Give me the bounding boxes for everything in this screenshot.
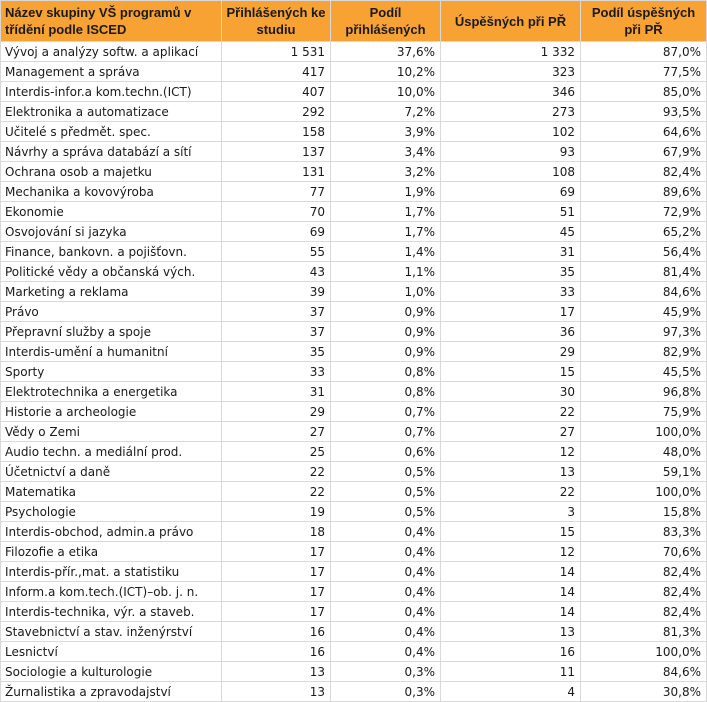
share-applicants-cell: 0,7% — [331, 402, 441, 422]
program-group-cell: Ekonomie — [1, 202, 222, 222]
successful-cell: 346 — [441, 82, 581, 102]
successful-cell: 27 — [441, 422, 581, 442]
share-applicants-cell: 0,5% — [331, 502, 441, 522]
applicants-cell: 17 — [222, 562, 331, 582]
applicants-cell: 33 — [222, 362, 331, 382]
share-successful-cell: 48,0% — [581, 442, 707, 462]
successful-cell: 4 — [441, 682, 581, 702]
applicants-cell: 22 — [222, 482, 331, 502]
table-body — [1, 42, 707, 702]
table-row — [1, 462, 707, 482]
successful-cell: 29 — [441, 342, 581, 362]
table-row — [1, 302, 707, 322]
applicants-cell: 31 — [222, 382, 331, 402]
applicants-cell: 18 — [222, 522, 331, 542]
applicants-cell: 17 — [222, 582, 331, 602]
applicants-cell: 43 — [222, 262, 331, 282]
share-successful-cell: 82,4% — [581, 582, 707, 602]
share-successful-cell: 82,9% — [581, 342, 707, 362]
header-applicants: Přihlášených ke studiu — [222, 1, 331, 42]
applicants-cell: 77 — [222, 182, 331, 202]
program-group-cell: Historie a archeologie — [1, 402, 222, 422]
program-group-cell: Finance, bankovn. a pojišťovn. — [1, 242, 222, 262]
applicants-cell: 1 531 — [222, 42, 331, 62]
share-applicants-cell: 0,4% — [331, 642, 441, 662]
share-successful-cell: 81,4% — [581, 262, 707, 282]
program-group-cell: Žurnalistika a zpravodajství — [1, 682, 222, 702]
successful-cell: 273 — [441, 102, 581, 122]
share-successful-cell: 89,6% — [581, 182, 707, 202]
program-group-cell: Interdis-technika, výr. a staveb. — [1, 602, 222, 622]
share-applicants-cell: 0,8% — [331, 362, 441, 382]
program-group-cell: Interdis-přír.,mat. a statistiku — [1, 562, 222, 582]
share-applicants-cell: 1,7% — [331, 202, 441, 222]
program-group-cell: Sporty — [1, 362, 222, 382]
table-row — [1, 582, 707, 602]
table-row — [1, 62, 707, 82]
share-successful-cell: 15,8% — [581, 502, 707, 522]
share-applicants-cell: 0,4% — [331, 622, 441, 642]
share-applicants-cell: 7,2% — [331, 102, 441, 122]
table-row — [1, 642, 707, 662]
share-successful-cell: 67,9% — [581, 142, 707, 162]
applicants-cell: 25 — [222, 442, 331, 462]
successful-cell: 1 332 — [441, 42, 581, 62]
successful-cell: 17 — [441, 302, 581, 322]
header-row — [1, 1, 707, 42]
table-row — [1, 342, 707, 362]
program-group-cell: Interdis-infor.a kom.techn.(ICT) — [1, 82, 222, 102]
successful-cell: 51 — [441, 202, 581, 222]
successful-cell: 22 — [441, 482, 581, 502]
successful-cell: 36 — [441, 322, 581, 342]
applicants-cell: 407 — [222, 82, 331, 102]
table-row — [1, 542, 707, 562]
successful-cell: 12 — [441, 542, 581, 562]
share-applicants-cell: 1,4% — [331, 242, 441, 262]
program-group-cell: Ochrana osob a majetku — [1, 162, 222, 182]
table-row — [1, 362, 707, 382]
share-applicants-cell: 0,4% — [331, 582, 441, 602]
table-row — [1, 322, 707, 342]
program-group-cell: Elektronika a automatizace — [1, 102, 222, 122]
successful-cell: 14 — [441, 582, 581, 602]
applicants-cell: 19 — [222, 502, 331, 522]
program-group-cell: Právo — [1, 302, 222, 322]
successful-cell: 30 — [441, 382, 581, 402]
program-group-cell: Návrhy a správa databází a sítí — [1, 142, 222, 162]
share-applicants-cell: 0,4% — [331, 602, 441, 622]
applicants-cell: 13 — [222, 682, 331, 702]
share-applicants-cell: 10,2% — [331, 62, 441, 82]
program-group-cell: Lesnictví — [1, 642, 222, 662]
applicants-cell: 29 — [222, 402, 331, 422]
applicants-cell: 131 — [222, 162, 331, 182]
successful-cell: 3 — [441, 502, 581, 522]
share-applicants-cell: 0,9% — [331, 302, 441, 322]
table-row — [1, 502, 707, 522]
share-successful-cell: 82,4% — [581, 162, 707, 182]
applicants-cell: 39 — [222, 282, 331, 302]
share-successful-cell: 56,4% — [581, 242, 707, 262]
table-row — [1, 562, 707, 582]
share-successful-cell: 77,5% — [581, 62, 707, 82]
program-group-cell: Psychologie — [1, 502, 222, 522]
share-successful-cell: 87,0% — [581, 42, 707, 62]
table-row — [1, 82, 707, 102]
share-successful-cell: 30,8% — [581, 682, 707, 702]
program-group-cell: Interdis-obchod, admin.a právo — [1, 522, 222, 542]
share-successful-cell: 45,9% — [581, 302, 707, 322]
table-row — [1, 282, 707, 302]
header-share-applicants: Podíl přihlášených — [331, 1, 441, 42]
share-successful-cell: 84,6% — [581, 282, 707, 302]
table-row — [1, 242, 707, 262]
successful-cell: 13 — [441, 622, 581, 642]
program-group-cell: Management a správa — [1, 62, 222, 82]
successful-cell: 33 — [441, 282, 581, 302]
applicants-cell: 55 — [222, 242, 331, 262]
successful-cell: 108 — [441, 162, 581, 182]
program-group-cell: Interdis-umění a humanitní — [1, 342, 222, 362]
share-applicants-cell: 0,7% — [331, 422, 441, 442]
share-applicants-cell: 0,6% — [331, 442, 441, 462]
share-successful-cell: 75,9% — [581, 402, 707, 422]
applicants-cell: 417 — [222, 62, 331, 82]
share-successful-cell: 83,3% — [581, 522, 707, 542]
share-applicants-cell: 1,9% — [331, 182, 441, 202]
share-applicants-cell: 1,0% — [331, 282, 441, 302]
applicants-cell: 69 — [222, 222, 331, 242]
successful-cell: 15 — [441, 362, 581, 382]
share-successful-cell: 70,6% — [581, 542, 707, 562]
program-group-cell: Mechanika a kovovýroba — [1, 182, 222, 202]
table-row — [1, 102, 707, 122]
applicants-cell: 158 — [222, 122, 331, 142]
program-group-cell: Učitelé s předmět. spec. — [1, 122, 222, 142]
table-row — [1, 662, 707, 682]
share-applicants-cell: 0,8% — [331, 382, 441, 402]
share-applicants-cell: 0,4% — [331, 542, 441, 562]
successful-cell: 22 — [441, 402, 581, 422]
share-successful-cell: 72,9% — [581, 202, 707, 222]
applicants-cell: 27 — [222, 422, 331, 442]
successful-cell: 12 — [441, 442, 581, 462]
table-row — [1, 442, 707, 462]
successful-cell: 31 — [441, 242, 581, 262]
program-group-cell: Účetnictví a daně — [1, 462, 222, 482]
table-row — [1, 522, 707, 542]
share-successful-cell: 85,0% — [581, 82, 707, 102]
successful-cell: 93 — [441, 142, 581, 162]
successful-cell: 13 — [441, 462, 581, 482]
program-group-cell: Elektrotechnika a energetika — [1, 382, 222, 402]
applicants-cell: 137 — [222, 142, 331, 162]
table-row — [1, 162, 707, 182]
table-row — [1, 142, 707, 162]
successful-cell: 45 — [441, 222, 581, 242]
header-program-group: Název skupiny VŠ programů v třídění podle ISCED — [1, 1, 222, 42]
table-row — [1, 42, 707, 62]
applicants-cell: 17 — [222, 542, 331, 562]
share-applicants-cell: 0,4% — [331, 522, 441, 542]
successful-cell: 11 — [441, 662, 581, 682]
program-group-cell: Vědy o Zemi — [1, 422, 222, 442]
table-row — [1, 422, 707, 442]
share-successful-cell: 93,5% — [581, 102, 707, 122]
share-applicants-cell: 3,2% — [331, 162, 441, 182]
share-applicants-cell: 37,6% — [331, 42, 441, 62]
share-applicants-cell: 0,9% — [331, 322, 441, 342]
share-applicants-cell: 0,9% — [331, 342, 441, 362]
table-row — [1, 402, 707, 422]
share-applicants-cell: 0,4% — [331, 562, 441, 582]
table-row — [1, 202, 707, 222]
share-successful-cell: 84,6% — [581, 662, 707, 682]
applicants-cell: 16 — [222, 642, 331, 662]
table-row — [1, 182, 707, 202]
program-group-cell: Přepravní služby a spoje — [1, 322, 222, 342]
applicants-cell: 292 — [222, 102, 331, 122]
share-applicants-cell: 1,7% — [331, 222, 441, 242]
successful-cell: 102 — [441, 122, 581, 142]
share-successful-cell: 97,3% — [581, 322, 707, 342]
applicants-cell: 35 — [222, 342, 331, 362]
successful-cell: 35 — [441, 262, 581, 282]
successful-cell: 16 — [441, 642, 581, 662]
table-row — [1, 382, 707, 402]
program-group-cell: Stavebnictví a stav. inženýrství — [1, 622, 222, 642]
applicants-cell: 37 — [222, 302, 331, 322]
share-applicants-cell: 0,3% — [331, 682, 441, 702]
program-group-cell: Audio techn. a mediální prod. — [1, 442, 222, 462]
share-successful-cell: 100,0% — [581, 422, 707, 442]
share-successful-cell: 45,5% — [581, 362, 707, 382]
share-applicants-cell: 10,0% — [331, 82, 441, 102]
table-row — [1, 482, 707, 502]
applicants-cell: 22 — [222, 462, 331, 482]
successful-cell: 14 — [441, 562, 581, 582]
share-applicants-cell: 1,1% — [331, 262, 441, 282]
program-group-cell: Osvojování si jazyka — [1, 222, 222, 242]
share-successful-cell: 82,4% — [581, 602, 707, 622]
applicants-cell: 13 — [222, 662, 331, 682]
share-applicants-cell: 0,5% — [331, 462, 441, 482]
share-successful-cell: 82,4% — [581, 562, 707, 582]
table-row — [1, 602, 707, 622]
applicants-cell: 16 — [222, 622, 331, 642]
table-row — [1, 122, 707, 142]
successful-cell: 69 — [441, 182, 581, 202]
share-applicants-cell: 3,4% — [331, 142, 441, 162]
share-successful-cell: 65,2% — [581, 222, 707, 242]
program-group-cell: Matematika — [1, 482, 222, 502]
header-successful: Úspěšných při PŘ — [441, 1, 581, 42]
share-successful-cell: 100,0% — [581, 642, 707, 662]
share-applicants-cell: 0,3% — [331, 662, 441, 682]
program-group-cell: Filozofie a etika — [1, 542, 222, 562]
table-row — [1, 222, 707, 242]
table-row — [1, 682, 707, 702]
header-share-successful: Podíl úspěšných při PŘ — [581, 1, 707, 42]
applicants-cell: 37 — [222, 322, 331, 342]
program-group-cell: Marketing a reklama — [1, 282, 222, 302]
applicants-cell: 17 — [222, 602, 331, 622]
share-successful-cell: 100,0% — [581, 482, 707, 502]
share-successful-cell: 96,8% — [581, 382, 707, 402]
share-applicants-cell: 3,9% — [331, 122, 441, 142]
program-group-cell: Vývoj a analýzy softw. a aplikací — [1, 42, 222, 62]
program-group-cell: Sociologie a kulturologie — [1, 662, 222, 682]
successful-cell: 14 — [441, 602, 581, 622]
applicants-cell: 70 — [222, 202, 331, 222]
program-group-cell: Inform.a kom.tech.(ICT)–ob. j. n. — [1, 582, 222, 602]
table-row — [1, 262, 707, 282]
share-successful-cell: 64,6% — [581, 122, 707, 142]
successful-cell: 15 — [441, 522, 581, 542]
share-successful-cell: 81,3% — [581, 622, 707, 642]
table-row — [1, 622, 707, 642]
share-successful-cell: 59,1% — [581, 462, 707, 482]
share-applicants-cell: 0,5% — [331, 482, 441, 502]
program-group-cell: Politické vědy a občanská vých. — [1, 262, 222, 282]
successful-cell: 323 — [441, 62, 581, 82]
